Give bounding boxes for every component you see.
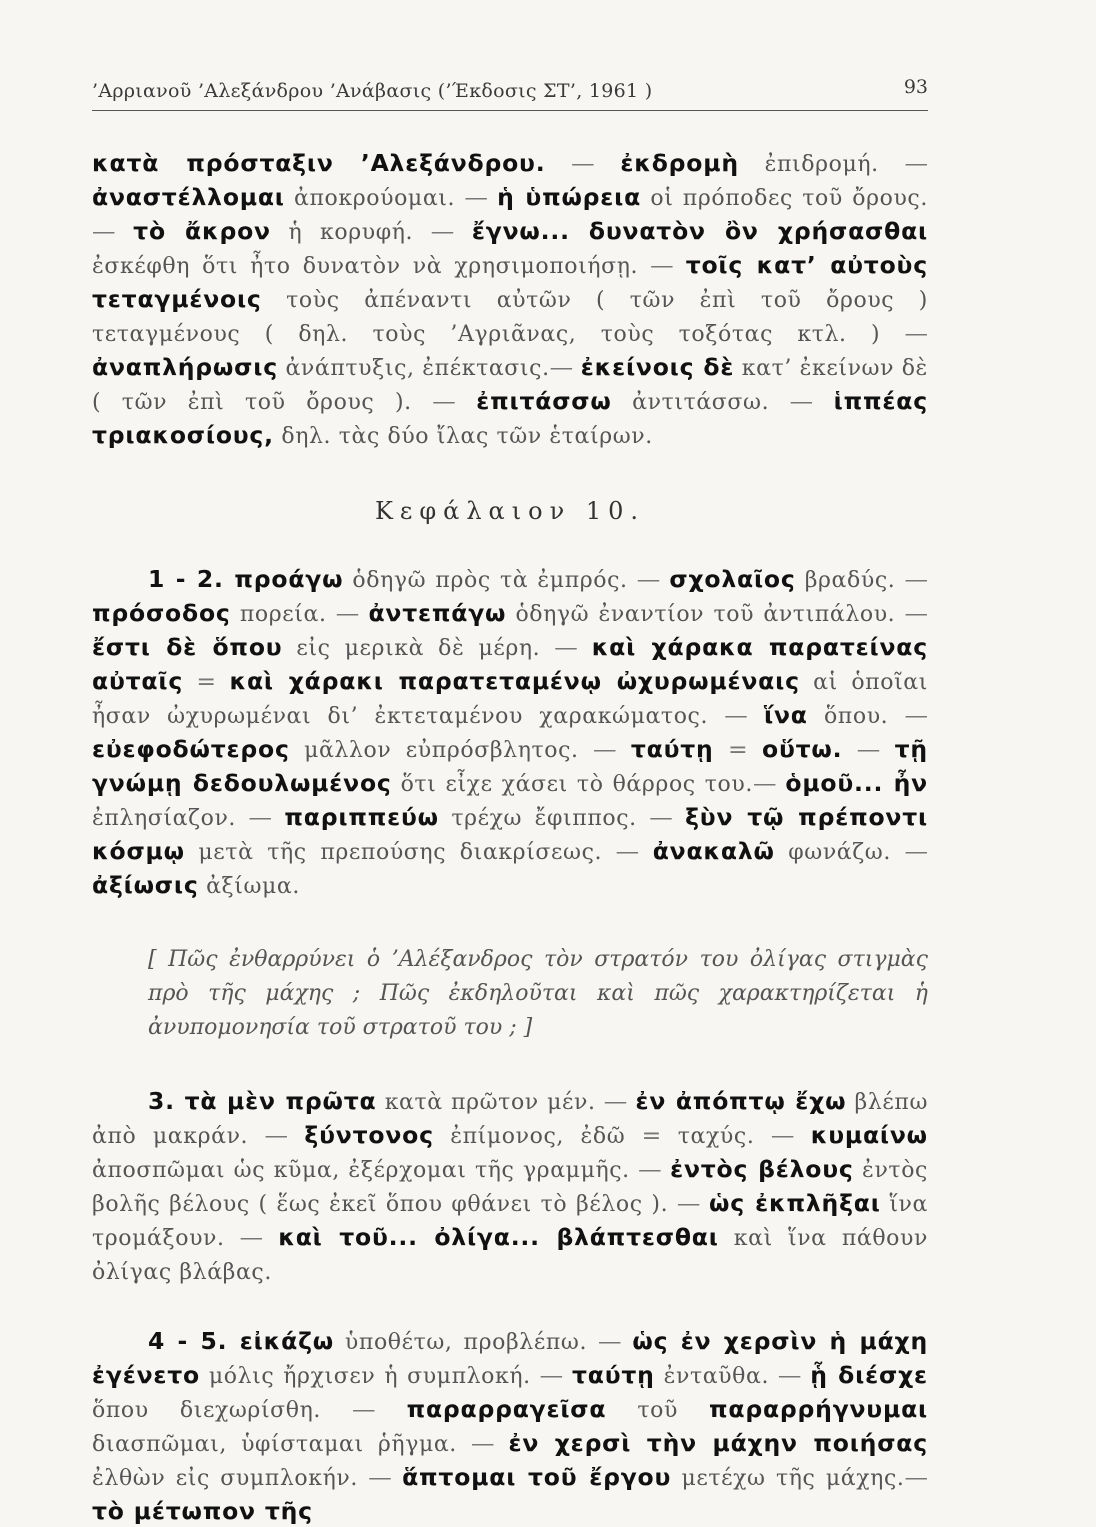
gloss: ἐπλησίαζον. [92,806,237,831]
term: ὡς ἐκπλῆξαι [709,1189,881,1217]
paragraph-glossary-1: κατὰ πρόσταξιν ’Αλεξάνδρου. — ἐκδρομὴ ἐπιδρομή. — ἀναστέλλομαι ἀποκρούομαι. — ἡ ὑπώρεια οἱ πρόποδες τοῦ ὄρους. — τὸ ἄκρον ἡ κορυφή. — ἔγνω... δυνατὸν ὂν χρήσασθαι ἐσκέφθη ὅτι ἦτο δυνατὸν νὰ χρησιμοποιήσῃ. — τοῖς κατ’ αὐτοὺς τεταγμένοις τοὺς ἀπέναντι αὐτῶν ( τῶν ἐπὶ τοῦ ὄρους ) τεταγμένους ( δηλ. τοὺς ’Αγριᾶνας, τοὺς τοξότας κτλ. ) — ἀναπλήρωσις ἀνάπτυξις, ἐπέκτασις.— ἐκείνοις δὲ κατ’ ἐκείνων δὲ ( τῶν ἐπὶ τοῦ ὄρους ). — ἐπιτάσσω ἀντιτάσσω. — ἱππέας τριακοσίους, δηλ. τὰς δύο ἴλας τῶν ἑταίρων. [92,149,928,449]
term: 3. τὰ μὲν πρῶτα [148,1087,377,1115]
gloss: τοῦ [637,1398,678,1423]
gloss: μετέχω τῆς μάχης. [681,1466,905,1491]
term: ἔγνω... δυνατὸν ὂν χρήσασθαι [471,217,928,245]
term: ἅπτομαι τοῦ ἔργου [402,1463,672,1491]
page-body [92,147,928,1527]
term: ᾗ διέσχε [810,1361,928,1389]
term: 4 - 5. εἰκάζω [148,1327,334,1355]
term: ἀνακαλῶ [652,837,775,865]
term: ταύτῃ [630,735,714,763]
term: ἡ ὑπώρεια [497,183,642,211]
term: 1 - 2. προάγω [148,565,344,593]
term: παριππεύω [284,803,439,831]
gloss: ἀξίωμα. [206,874,300,899]
term: ξύντονος [304,1121,434,1149]
gloss: πορεία. [239,602,327,627]
term: ταύτῃ [571,1361,655,1389]
gloss: δηλ. τὰς δύο ἴλας τῶν ἑταίρων. [281,424,653,449]
gloss: καὶ ἵνα πάθουν ὀλίγας βλάβας. [92,1226,928,1285]
term: ἐντὸς βέλους [670,1155,854,1183]
study-question-note: [ Πῶς ἐνθαρρύνει ὁ ’Αλέξανδρος τὸν στρατόν του ὀλίγας στιγμὰς πρὸ τῆς μάχης ; Πῶς ἐκδηλοῦται καὶ πῶς χαρακτηρίζεται ἡ ἀνυπομονησία τοῦ στρατοῦ του ; ] [148,947,928,1040]
gloss: ταχύς. [677,1124,755,1149]
term: πρόσοδος [92,599,231,627]
term: ὡς ἐν χερσὶν ἡ μάχη ἐγένετο [92,1327,929,1389]
gloss: τρέχω ἔφιππος. [451,806,637,831]
term: κατὰ πρόσταξιν ’Αλεξάνδρου. [92,149,546,177]
gloss: ἐνταῦθα. [663,1364,770,1389]
term: οὕτω. [762,735,843,763]
gloss: ὅτι εἶχε χάσει τὸ θάρρος του. [400,772,753,797]
gloss: εἰς μερικὰ δὲ μέρη. [296,636,541,661]
gloss: διασπῶμαι, ὑφίσταμαι ῥῆγμα. [92,1432,457,1457]
gloss: ἀποκρούομαι. [294,186,456,211]
paragraph-section-3: 3. τὰ μὲν πρῶτα κατὰ πρῶτον μέν. — ἐν ἀπόπτῳ ἔχω βλέπω ἀπὸ μακράν. — ξύντονος ἐπίμονος, ἐδῶ = ταχύς. — κυμαίνω ἀποσπῶμαι ὡς κῦμα, ἐξέρχομαι τῆς γραμμῆς. — ἐντὸς βέλους ἐντὸς βολῆς βέλους ( ἕως ἐκεῖ ὅπου φθάνει τὸ βέλος ). — ὡς ἐκπλῆξαι ἵνα τρομάξουν. — καὶ τοῦ... ὀλίγα... βλάπτεσθαι καὶ ἵνα πάθουν ὀλίγας βλάβας. [92,1087,928,1285]
term: ὁμοῦ... ἦν [785,769,928,797]
term: κυμαίνω [810,1121,928,1149]
term: ἵνα [764,701,808,729]
term: ξὺν τῷ πρέποντι κόσμῳ [92,803,928,865]
gloss: φωνάζω. [788,840,891,865]
chapter-heading: Κεφάλαιον 10. [374,497,646,525]
page-number: 93 [903,76,928,98]
gloss: ἀποσπῶμαι ὡς κῦμα, ἐξέρχομαι τῆς γραμμῆς. [92,1158,630,1183]
term: ἱππέας τριακοσίους, [92,387,928,449]
term: καὶ χάρακα παρατείνας αὐταῖς [92,633,928,695]
term: εὐεφοδώτερος [92,735,290,763]
term: ἐκδρομὴ [620,149,739,177]
document-page [92,72,928,1527]
term: τῇ γνώμῃ δεδουλωμένος [92,735,928,797]
gloss: κατ’ ἐκείνων δὲ ( τῶν ἐπὶ τοῦ ὄρους ). [92,356,928,415]
gloss: βραδύς. [804,568,896,593]
gloss: ἀντιτάσσω. [632,390,770,415]
gloss: ἵνα τρομάξουν. [92,1192,928,1251]
term: καὶ χάρακι παρατεταμένῳ ὠχυρωμέναις [229,667,800,695]
gloss: τοὺς ἀπέναντι αὐτῶν ( τῶν ἐπὶ τοῦ ὄρους ) τεταγμένους ( δηλ. τοὺς ’Αγριᾶνας, τοὺς τοξότας κτλ. ) [92,288,928,347]
term: παραρραγεῖσα [406,1395,607,1423]
term: ἀντεπάγω [368,599,507,627]
gloss: ἡ κορυφή. [288,220,414,245]
gloss: βλέπω ἀπὸ μακράν. [92,1090,928,1149]
gloss: ὑποθέτω, προβλέπω. [344,1330,588,1355]
gloss: ἐλθὼν εἰς συμπλοκήν. [92,1466,358,1491]
term: τὸ ἄκρον [133,217,271,245]
term: τοῖς κατ’ αὐτοὺς τεταγμένοις [92,251,928,313]
gloss: ὅπου διεχωρίσθη. [92,1398,322,1423]
term: ἐν χερσὶ τὴν μάχην ποιήσας [508,1429,928,1457]
gloss: ἐντὸς βολῆς βέλους ( ἕως ἐκεῖ ὅπου φθάνει τὸ βέλος ). [92,1158,928,1217]
gloss: μετὰ τῆς πρεπούσης διακρίσεως. [198,840,603,865]
term: ἀξίωσις [92,871,199,899]
term: παραρρήγνυμαι [709,1395,928,1423]
gloss: ὅπου. [823,704,889,729]
running-header [92,72,928,111]
term: ἀναπλήρωσις [92,353,278,381]
term: ἔστι δὲ ὅπου [92,633,283,661]
gloss: μόλις ἤρχισεν ἡ συμπλοκή. [208,1364,531,1389]
term: σχολαῖος [669,565,796,593]
gloss: ἐπιδρομή. [764,152,879,177]
term: τὸ μέτωπον τῆς [92,1497,313,1525]
gloss: ἀνάπτυξις, ἐπέκτασις. [285,356,550,381]
paragraph-sections-1-2: 1 - 2. προάγω ὁδηγῶ πρὸς τὰ ἐμπρός. — σχολαῖος βραδύς. — πρόσοδος πορεία. — ἀντεπάγω ὁδηγῶ ἐναντίον τοῦ ἀντιπάλου. — ἔστι δὲ ὅπου εἰς μερικὰ δὲ μέρη. — καὶ χάρακα παρατείνας αὐταῖς = καὶ χάρακι παρατεταμένῳ ὠχυρωμέναις αἱ ὁποῖαι ἦσαν ὠχυρωμέναι δι’ ἐκτεταμένου χαρακώματος. — ἵνα ὅπου. — εὐεφοδώτερος μᾶλλον εὐπρόσβλητος. — ταύτῃ = οὕτω. — τῇ γνώμῃ δεδουλωμένος ὅτι εἶχε χάσει τὸ θάρρος του.— ὁμοῦ... ἦν ἐπλησίαζον. — παριππεύω τρέχω ἔφιππος. — ξὺν τῷ πρέποντι κόσμῳ μετὰ τῆς πρεπούσης διακρίσεως. — ἀνακαλῶ φωνάζω. — ἀξίωσις ἀξίωμα. [92,565,928,899]
gloss: ὁδηγῶ πρὸς τὰ ἐμπρός. [352,568,628,593]
gloss: οἱ πρόποδες τοῦ ὄρους. [650,186,928,211]
book-title: ’Αρριανοῦ ’Αλεξάνδρου ’Ανάβασις (’Έκδοσις ΣΤ’, 1961 ) [92,80,653,102]
gloss: ὁδηγῶ ἐναντίον τοῦ ἀντιπάλου. [515,602,896,627]
term: καὶ τοῦ... ὀλίγα... βλάπτεσθαι [278,1223,719,1251]
gloss: μᾶλλον εὐπρόσβλητος. [304,738,579,763]
gloss: ἐπίμονος, ἐδῶ [450,1124,626,1149]
term: ἐκείνοις δὲ [580,353,735,381]
paragraph-sections-4-5: 4 - 5. εἰκάζω ὑποθέτω, προβλέπω. — ὡς ἐν χερσὶν ἡ μάχη ἐγένετο μόλις ἤρχισεν ἡ συμπλοκή. — ταύτῃ ἐνταῦθα. — ᾗ διέσχε ὅπου διεχωρίσθη. — παραρραγεῖσα τοῦ παραρρήγνυμαι διασπῶμαι, ὑφίσταμαι ῥῆγμα. — ἐν χερσὶ τὴν μάχην ποιήσας ἐλθὼν εἰς συμπλοκήν. — ἅπτομαι τοῦ ἔργου μετέχω τῆς μάχης.— τὸ μέτωπον τῆς [92,1327,929,1525]
term: ἐπιτάσσω [476,387,612,415]
term: ἀναστέλλομαι [92,183,285,211]
gloss: αἱ ὁποῖαι ἦσαν ὠχυρωμέναι δι’ ἐκτεταμένου χαρακώματος. [92,670,928,729]
term: ἐν ἀπόπτῳ ἔχω [635,1087,847,1115]
gloss: κατὰ πρῶτον μέν. [384,1090,596,1115]
gloss: ἐσκέφθη ὅτι ἦτο δυνατὸν νὰ χρησιμοποιήσῃ. [92,254,639,279]
